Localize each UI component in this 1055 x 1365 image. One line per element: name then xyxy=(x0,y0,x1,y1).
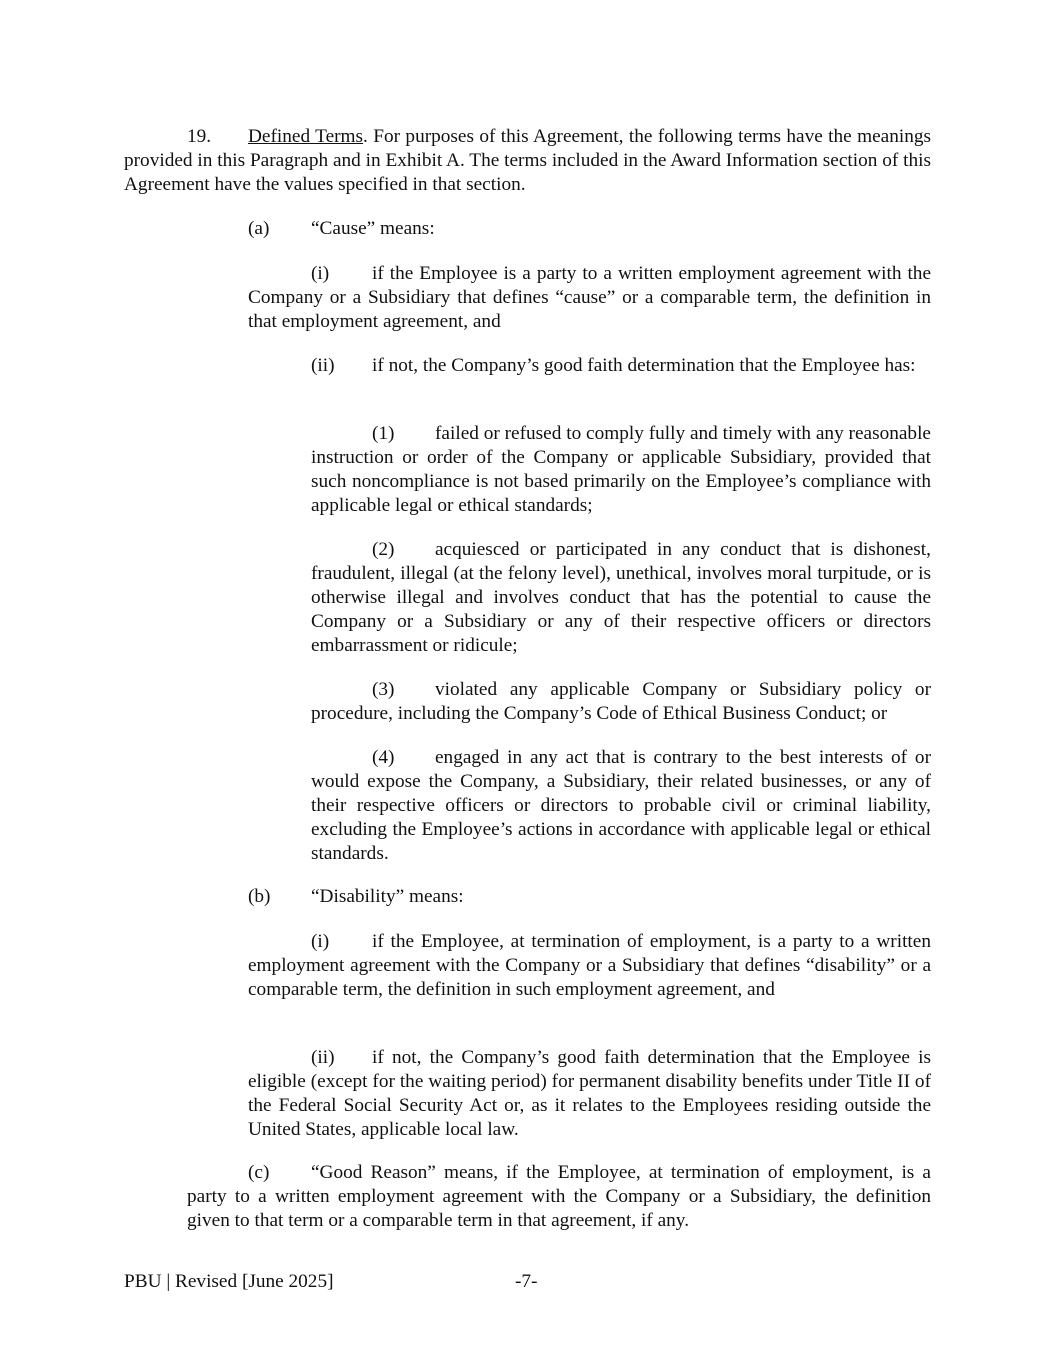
sub-text: if the Employee, at termination of employment, is a party to a written employment agreement with the Company or a Subsidiary that defines “disability” or a comparable term, the definition in such employment agreement, and xyxy=(248,931,931,1000)
clause-label: (a) xyxy=(248,218,270,239)
sub-label: (i) xyxy=(311,263,330,284)
clause-a xyxy=(248,217,931,241)
sub-text: if not, the Company’s good faith determination that the Employee has: xyxy=(372,355,916,376)
paragraph-number: 19. xyxy=(187,126,212,147)
item-label: (1) xyxy=(372,423,395,444)
clause-text: “Cause” means: xyxy=(311,218,435,239)
paragraph-text: . For purposes of this Agreement, the following terms have the meanings provided in this Paragraph and in Exhibit A. The terms included in the Award Information section of this Agreement have the values specified in that section. xyxy=(124,126,931,195)
clause-a-ii-4 xyxy=(311,746,931,866)
clause-c xyxy=(187,1161,931,1233)
item-text: violated any applicable Company or Subsidiary policy or procedure, including the Company’s Code of Ethical Business Conduct; or xyxy=(311,679,931,724)
page-number: -7- xyxy=(515,1271,538,1292)
item-label: (2) xyxy=(372,539,395,560)
clause-a-ii xyxy=(248,354,931,378)
clause-a-ii-1 xyxy=(311,422,931,518)
item-label: (4) xyxy=(372,747,395,768)
clause-b-i xyxy=(248,930,931,1002)
clause-a-i xyxy=(248,262,931,334)
clause-label: (c) xyxy=(248,1162,270,1183)
footer-revision: PBU | Revised [June 2025] xyxy=(124,1271,334,1292)
defined-terms-heading: Defined Terms xyxy=(248,126,364,147)
clause-a-ii-2 xyxy=(311,538,931,658)
sub-label: (ii) xyxy=(311,355,335,376)
clause-text: “Disability” means: xyxy=(311,886,464,907)
paragraph-19 xyxy=(124,125,931,197)
clause-b-ii xyxy=(248,1046,931,1142)
item-text: engaged in any act that is contrary to the best interests of or would expose the Company, a Subsidiary, their related businesses, or any of their respective officers or directors to probable civil or criminal liability, excluding the Employee’s actions in accordance with applicable legal or ethical standards. xyxy=(311,747,931,864)
clause-a-ii-3 xyxy=(311,678,931,726)
sub-text: if the Employee is a party to a written employment agreement with the Company or a Subsidiary that defines “cause” or a comparable term, the definition in that employment agreement, and xyxy=(248,263,931,332)
sub-label: (i) xyxy=(311,931,330,952)
item-text: acquiesced or participated in any conduct that is dishonest, fraudulent, illegal (at the felony level), unethical, involves moral turpitude, or is otherwise illegal and involves conduct that has the potential to cause the Company or a Subsidiary or any of their respective officers or directors embarrassment or ridicule; xyxy=(311,539,931,656)
clause-label: (b) xyxy=(248,886,271,907)
clause-b xyxy=(248,885,931,909)
item-text: failed or refused to comply fully and timely with any reasonable instruction or order of the Company or applicable Subsidiary, provided that such noncompliance is not based primarily on the Employee’s compliance with applicable legal or ethical standards; xyxy=(311,423,931,516)
sub-text: if not, the Company’s good faith determination that the Employee is eligible (except for the waiting period) for permanent disability benefits under Title II of the Federal Social Security Act or, as it relates to the Employees residing outside the United States, applicable local law. xyxy=(248,1047,931,1140)
sub-label: (ii) xyxy=(311,1047,335,1068)
item-label: (3) xyxy=(372,679,395,700)
clause-text: “Good Reason” means, if the Employee, at termination of employment, is a party to a written employment agreement with the Company or a Subsidiary, the definition given to that term or a comparable term in that agreement, if any. xyxy=(187,1162,931,1231)
